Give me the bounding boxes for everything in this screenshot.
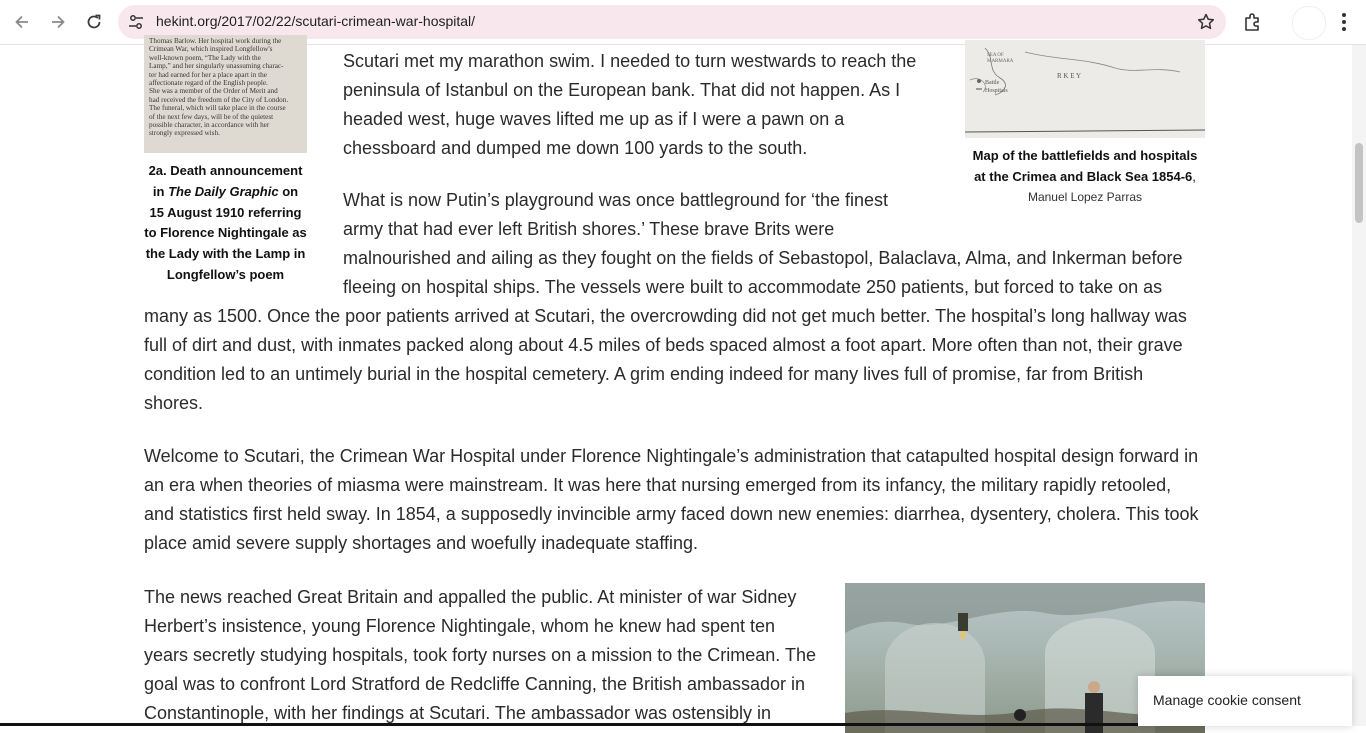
text-line: many as 1500. Once the poor patients arrived at Scutari, the overcrowding did not get much better. The hospital’s long hallway was (144, 306, 1187, 326)
clipping-line: Lamp,” and her singularly unassuming charac- (149, 62, 284, 71)
clipping-line: strongly expressed wish. (149, 129, 220, 138)
text-line: Constantinople, with her findings at Scutari. The ambassador was ostensibly in (144, 703, 772, 723)
page-scrollbar[interactable] (1352, 45, 1366, 726)
map-caption-title-line1: Map of the battlefields and hospitals (972, 148, 1198, 163)
text-line: condition led to an untimely burial in the hospital cemetery. A grim ending indeed for many lives full of promise, far from British (144, 364, 1144, 384)
paragraph-2-upper (343, 186, 1183, 302)
clipping-line: had received the freedom of the City of London. (149, 95, 289, 104)
map-label-sea-bottom: MARMARA (987, 59, 1014, 64)
clipping-line: possible character, in accordance with her (149, 121, 270, 130)
clipping-caption (144, 161, 307, 286)
cookie-consent-button[interactable] (1138, 676, 1352, 726)
caption-suffix: on 15 August 1910 referring to Florence Nightingale as the Lady with the Lamp in Longfellow’s poem (144, 183, 307, 282)
map-label-country: R K E Y (1057, 72, 1082, 80)
crimea-map-image (965, 40, 1205, 138)
clipping-line: affectionate regard of the English people. (149, 79, 268, 88)
back-arrow-icon (13, 13, 31, 31)
text-line: What is now Putin’s playground was once battleground for ‘the finest (343, 190, 888, 210)
paragraph-1 (343, 47, 916, 163)
map-caption-title-line2: at the Crimea and Black Sea 1854-6 (974, 168, 1193, 184)
text-line: fleeing on hospital ships. The vessels were built to accommodate 250 patients, but forced to take on as (343, 277, 1163, 297)
extensions-icon[interactable] (1242, 11, 1264, 33)
map-caption-comma: , (1192, 168, 1196, 184)
text-line: The news reached Great Britain and appalled the public. At minister of war Sidney (144, 587, 797, 607)
text-line: Herbert’s insistence, young Florence Nightingale, whom he knew had spent ten (144, 616, 776, 636)
caption-newspaper-title: The Daily Graphic (168, 183, 279, 199)
text-line: full of dirt and dust, with inmates packed along about 4.5 miles of beds spaced almost a foot apart. More often than not, their grave (144, 335, 1183, 355)
map-label-sea-top: SEA OF (987, 53, 1004, 58)
text-line: army that had ever left British shores.’ These brave Brits were (343, 219, 835, 239)
text-line: chessboard and dumped me down 100 yards to the south. (343, 138, 808, 158)
text-line: malnourished and ailing as they fought on the fields of Sebastopol, Balaclava, Alma, and Inkerman before (343, 248, 1183, 268)
death-announcement-image (144, 35, 307, 153)
cookie-consent-label: Manage cookie consent (1153, 692, 1301, 708)
forward-arrow-icon (49, 13, 67, 31)
profile-avatar[interactable] (1292, 6, 1326, 40)
text-line: place amid severe supply shortages and woefully inadequate staffing. (144, 533, 699, 553)
menu-dots-icon[interactable] (1334, 10, 1354, 34)
text-line: Welcome to Scutari, the Crimean War Hospital under Florence Nightingale’s administration that catapulted hospital design forward in (144, 446, 1199, 466)
paragraph-3 (144, 442, 1199, 558)
clipping-line: ter had earned for her a place apart in the (149, 70, 267, 79)
page-bottom-edge (0, 723, 1138, 726)
url-text[interactable]: hekint.org/2017/02/22/scutari-crimean-war-hospital/ (156, 13, 476, 29)
clipping-line: well-known poem, “The Lady with the (149, 53, 261, 62)
clipping-line: of the next few days, will be of the quietest (149, 112, 274, 121)
article-content (0, 37, 1352, 726)
clipping-line: Crimean War, which inspired Longfellow's (149, 45, 273, 54)
forward-button[interactable] (42, 6, 74, 38)
caption-prefix: 2a. Death announcement in (148, 163, 303, 199)
scrollbar-thumb[interactable] (1355, 143, 1363, 223)
clipping-line: Thomas Barlow. Her hospital work during the (149, 37, 282, 45)
map-label-hospitals: Hospitals (985, 88, 1008, 94)
clipping-line: The funeral, which will take place in the course (149, 104, 286, 113)
paragraph-4 (144, 583, 816, 728)
star-icon[interactable] (1196, 12, 1216, 32)
map-credit: Manuel Lopez Parras (1027, 190, 1143, 204)
text-line: shores. (144, 393, 204, 413)
address-bar[interactable] (118, 5, 1226, 39)
reload-button[interactable] (78, 6, 110, 38)
paragraph-2-lower (144, 302, 1187, 418)
text-line: Scutari met my marathon swim. I needed to turn westwards to reach the (343, 51, 917, 71)
text-line: an era when theories of miasma were mainstream. It was here that nursing emerged from its infancy, the military rapidly retooled, (144, 475, 1172, 495)
map-label-battle: Battle (985, 80, 1000, 86)
text-line: and statistics first held sway. In 1854, a supposedly invincible army faced down new enemies: diarrhea, dysentery, cholera. This took (144, 504, 1199, 524)
clipping-line: She was a member of the Order of Merit and (149, 87, 278, 96)
text-line: years secretly studying hospitals, took forty nurses on a mission to the Crimean. The (144, 645, 816, 665)
text-line: goal was to confront Lord Stratford de Redcliffe Canning, the British ambassador in (144, 674, 806, 694)
text-line: headed west, huge waves lifted me up as if I were a pawn on a (343, 109, 845, 129)
back-button[interactable] (6, 6, 38, 38)
text-line: peninsula of Istanbul on the European bank. That did not happen. As I (343, 80, 901, 100)
reload-icon (85, 13, 103, 31)
site-info-icon[interactable] (126, 12, 146, 32)
